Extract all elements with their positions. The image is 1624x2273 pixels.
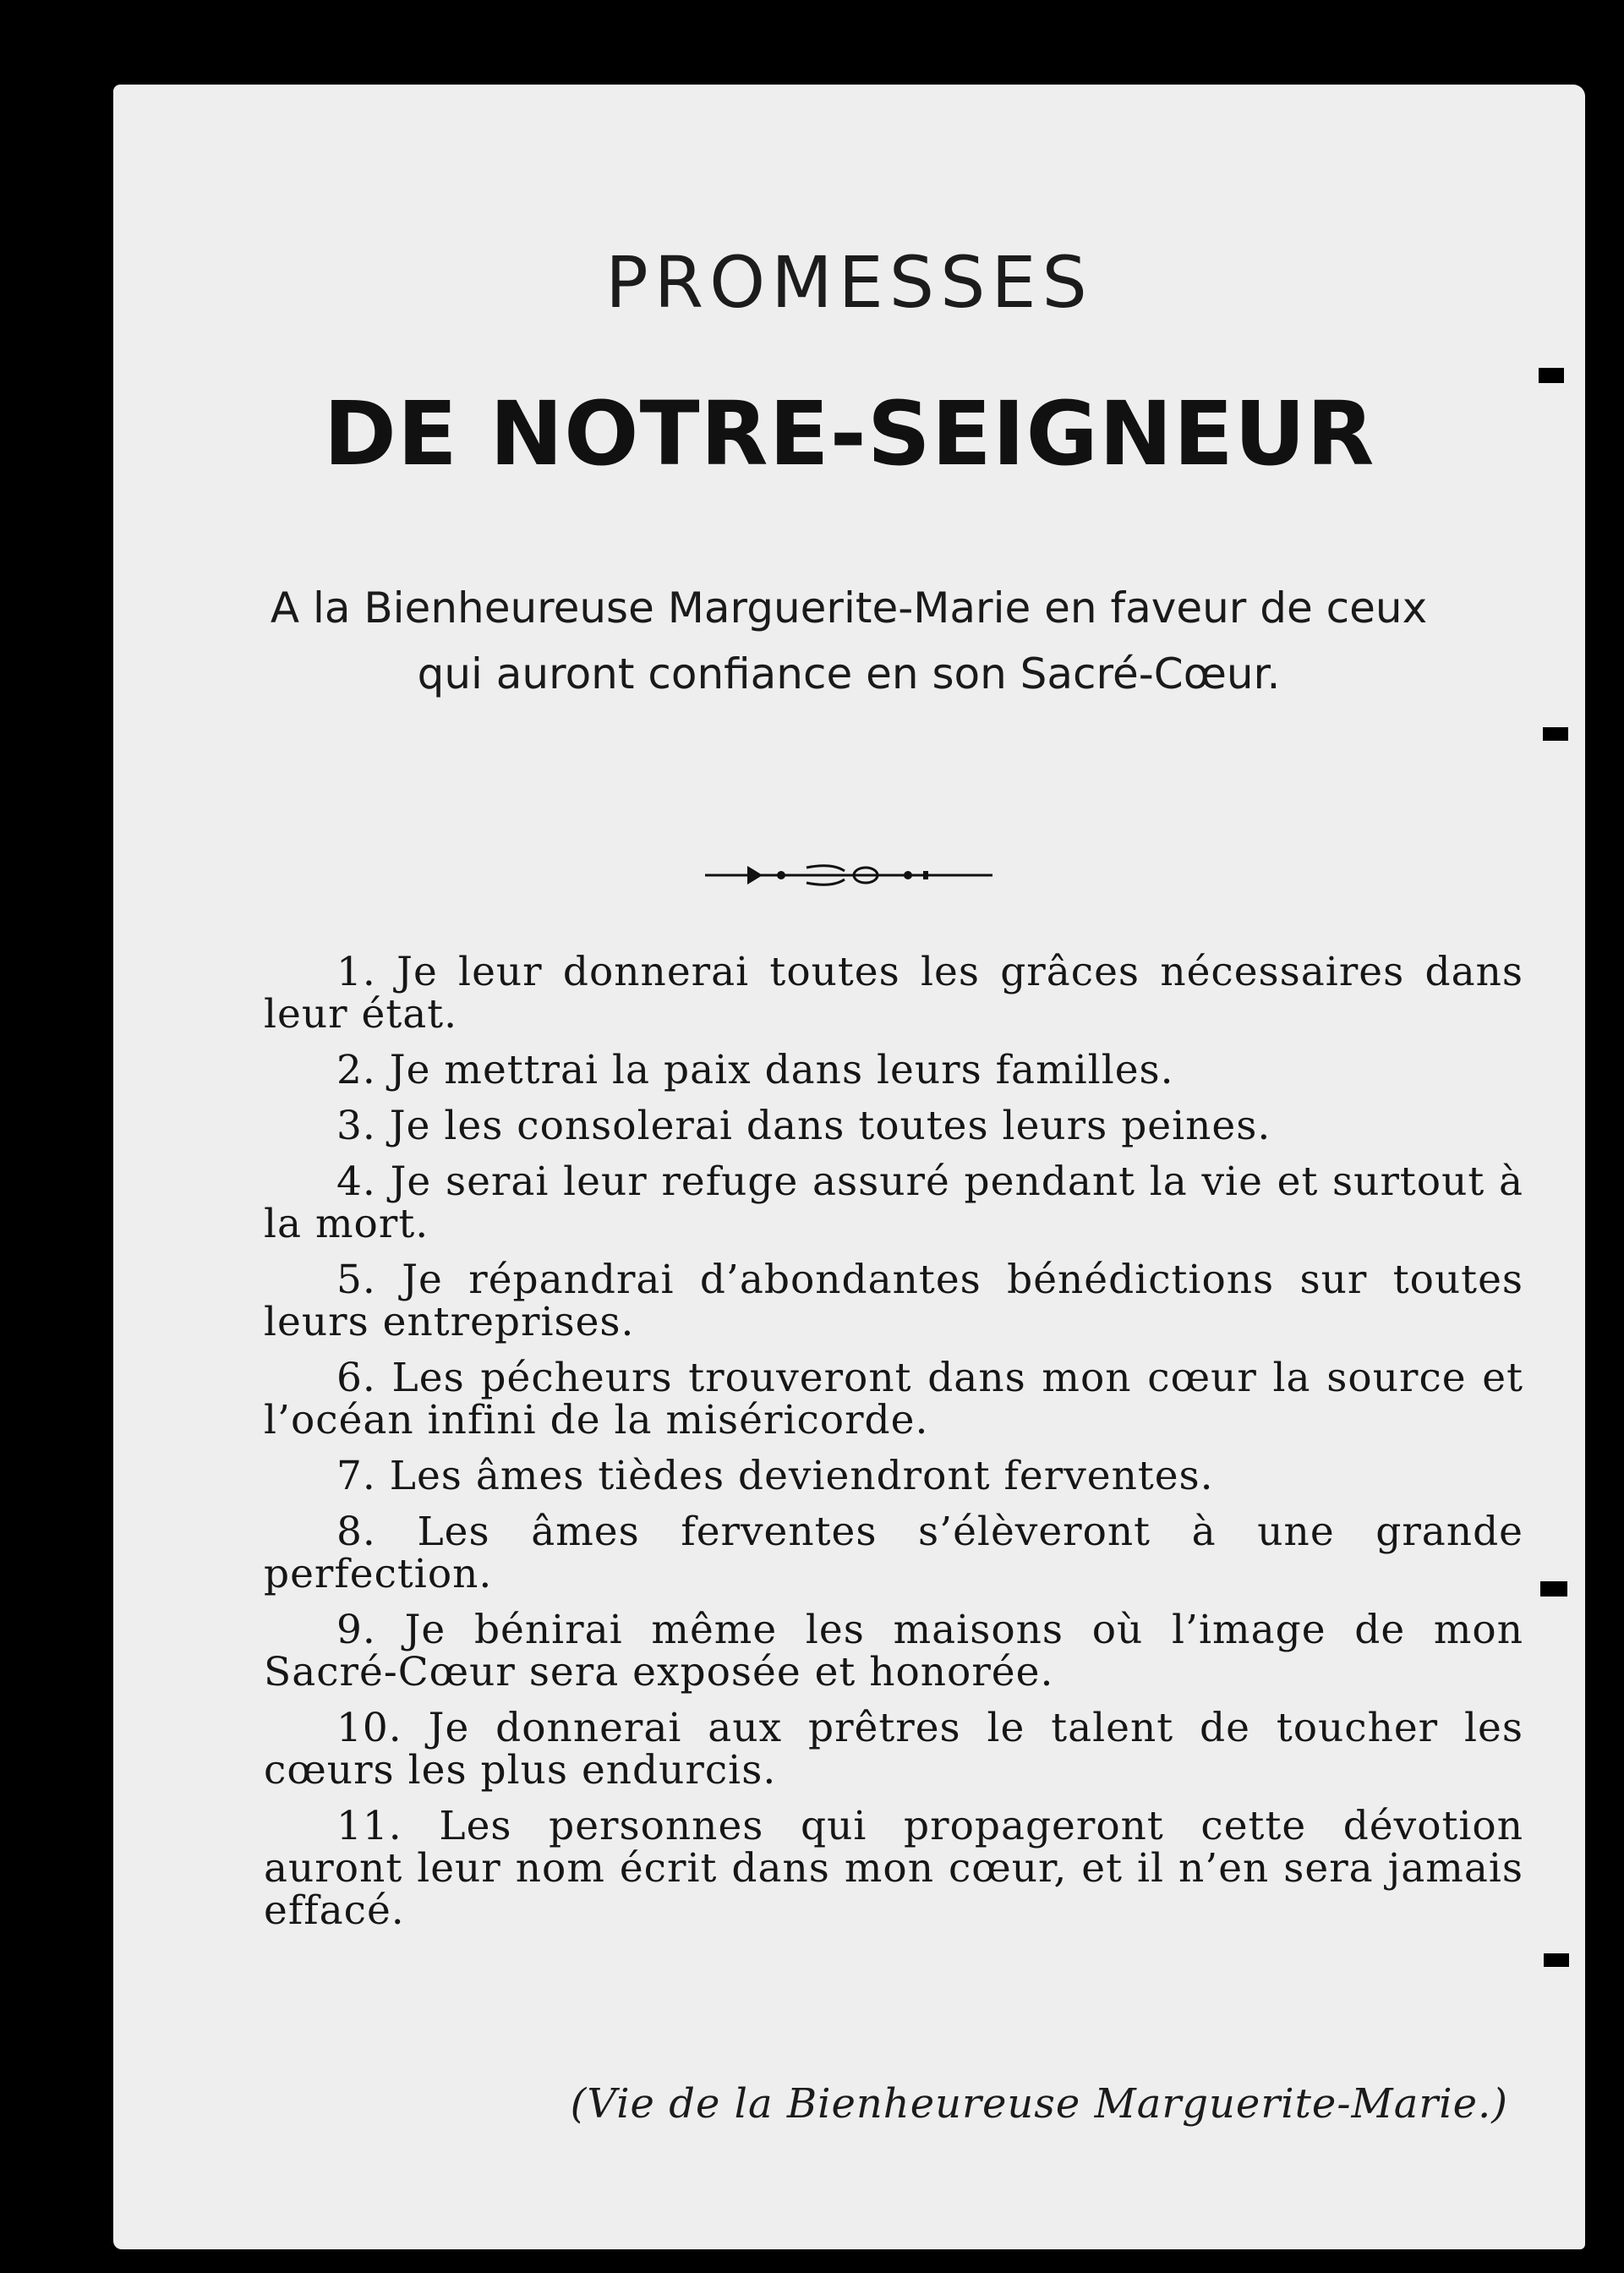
promise-item: 7. Les âmes tièdes deviendront ferventes. [336, 1453, 1214, 1499]
card-heading-top: PROMESSES [605, 241, 1093, 324]
source-citation: (Vie de la Bienheureuse Marguerite-Marie.) [570, 2080, 1508, 2128]
card-subtitle [181, 575, 1517, 707]
promise-item: 10. Je donnerai aux prêtres le talent de toucher les cœurs les plus endurcis. [264, 1705, 1523, 1794]
film-edge-mark [1543, 727, 1568, 741]
film-edge-mark [1540, 1581, 1567, 1597]
card-title: DE NOTRE-SEIGNEUR [323, 382, 1375, 485]
subtitle-line-1: A la Bienheureuse Marguerite-Marie en faveur de ceux [270, 583, 1428, 633]
promise-item: 9. Je bénirai même les maisons où l’image de mon Sacré-Cœur sera exposée et honorée. [264, 1607, 1523, 1695]
film-edge-mark [1544, 1953, 1569, 1967]
promise-item: 5. Je répandrai d’abondantes bénédictions sur toutes leurs entreprises. [264, 1257, 1523, 1345]
prayer-card [113, 85, 1585, 2249]
promise-item: 6. Les pécheurs trouveront dans mon cœur la source et l’océan infini de la miséricorde. [264, 1355, 1523, 1443]
promise-item: 1. Je leur donnerai toutes les grâces nécessaires dans leur état. [264, 949, 1523, 1038]
film-edge-mark [1539, 368, 1564, 383]
promise-item: 2. Je mettrai la paix dans leurs familles. [336, 1047, 1174, 1093]
promise-item: 11. Les personnes qui propageront cette dévotion auront leur nom écrit dans mon cœur, et il n’en sera jamais effacé. [264, 1803, 1523, 1934]
ornament-divider-icon [697, 854, 1001, 896]
promise-item: 3. Je les consolerai dans toutes leurs peines. [336, 1103, 1271, 1149]
promises-list [264, 951, 1523, 1946]
promise-item: 4. Je serai leur refuge assuré pendant la vie et surtout à la mort. [264, 1158, 1523, 1247]
promise-item: 8. Les âmes ferventes s’élèveront à une grande perfection. [264, 1509, 1523, 1597]
subtitle-line-2: qui auront confiance en son Sacré-Cœur. [417, 649, 1281, 698]
